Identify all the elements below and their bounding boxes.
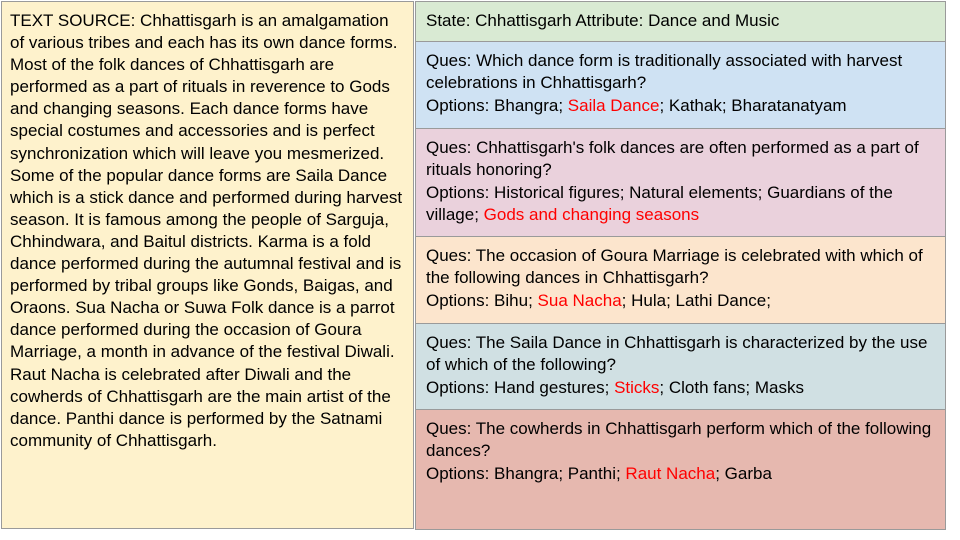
- options-line: [426, 463, 935, 485]
- option-text: Bhangra; Panthi;: [494, 463, 626, 483]
- option-text: ; Cloth fans; Masks: [659, 377, 804, 397]
- question-text: Ques: The cowherds in Chhattisgarh perform which of the following dances?: [426, 419, 932, 461]
- text-source-panel: [1, 1, 414, 529]
- question-text: Ques: Which dance form is traditionally associated with harvest celebrations in Chhattisgarh?: [426, 51, 903, 93]
- state-attribute-header: [415, 1, 946, 42]
- option-text: Bhangra;: [494, 95, 568, 115]
- text-source-body: TEXT SOURCE: Chhattisgarh is an amalgamation of various tribes and each has its own dance forms. Most of the folk dances of Chhattisgarh are performed as a part of rituals in reverence to Gods and changing seasons. Each dance forms have special costumes and accessories and is perfect synchronization which will leave you mesmerized. Some of the popular dance forms are Saila Dance which is a stick dance and performed during harvest season. It is famous among the people of Sarguja, Chhindwara, and Baitul districts. Karma is a fold dance performed during the autumnal festival and is performed by tribal groups like Gonds, Baigas, and Oraons. Sua Nacha or Suwa Folk dance is a parrot dance performed during the occasion of Goura Marriage, a month in advance of the festival Diwali. Raut Nacha is celebrated after Diwali and the cowherds of Chhattisgarh are the main artist of the dance. Panthi dance is performed by the Satnami community of Chhattisgarh.: [10, 11, 403, 450]
- correct-answer: Raut Nacha: [625, 463, 716, 483]
- options-prefix: Options:: [426, 182, 495, 202]
- options-prefix: Options:: [426, 95, 495, 115]
- question-card-5: [415, 410, 946, 530]
- option-text: Hand gestures;: [494, 377, 615, 397]
- options-prefix: Options:: [426, 463, 495, 483]
- question-text: Ques: The Saila Dance in Chhattisgarh is characterized by the use of which of the following?: [426, 333, 928, 375]
- options-prefix: Options:: [426, 290, 495, 310]
- options-line: [426, 95, 935, 117]
- state-attribute-text: State: Chhattisgarh Attribute: Dance and Music: [426, 11, 780, 30]
- options-line: [426, 377, 935, 399]
- option-text: ; Kathak; Bharatanatyam: [659, 95, 847, 115]
- correct-answer: Gods and changing seasons: [483, 204, 700, 224]
- question-card-4: [415, 324, 946, 410]
- correct-answer: Sticks: [614, 377, 660, 397]
- question-card-2: [415, 129, 946, 237]
- option-text: ; Hula; Lathi Dance;: [621, 290, 771, 310]
- qa-column: [415, 1, 946, 530]
- question-card-1: [415, 42, 946, 129]
- option-text: Historical figures; Natural elements; Guardians of the village;: [426, 182, 893, 224]
- option-text: ; Garba: [715, 463, 772, 483]
- options-prefix: Options:: [426, 377, 495, 397]
- correct-answer: Sua Nacha: [537, 290, 622, 310]
- question-text: Ques: The occasion of Goura Marriage is celebrated with which of the following dances in Chhattisgarh?: [426, 246, 923, 288]
- options-line: [426, 182, 935, 227]
- option-text: Bihu;: [494, 290, 538, 310]
- options-line: [426, 290, 935, 312]
- question-text: Ques: Chhattisgarh's folk dances are often performed as a part of rituals honoring?: [426, 138, 919, 180]
- correct-answer: Saila Dance: [567, 95, 660, 115]
- question-card-3: [415, 237, 946, 324]
